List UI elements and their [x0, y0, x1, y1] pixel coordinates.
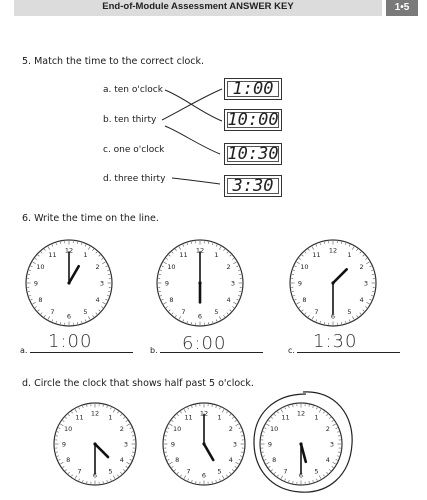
clock-center	[202, 442, 205, 445]
clock-numeral: 3	[363, 279, 369, 288]
clock-numeral: 8	[272, 456, 277, 464]
clock-numeral: 10	[64, 425, 73, 433]
clock-numeral: 6	[66, 312, 72, 321]
clock-numeral: 2	[359, 263, 364, 271]
clock-numeral: 9	[61, 440, 67, 449]
analog-clock-a	[24, 238, 114, 328]
clock-numeral: 6	[197, 312, 203, 321]
clock-numeral: 2	[226, 263, 231, 271]
clock-numeral: 11	[184, 413, 193, 422]
clock-numeral: 2	[228, 425, 233, 433]
clock-numeral: 1	[347, 250, 352, 259]
clock-center	[198, 281, 201, 284]
clock-numeral: 3	[99, 279, 105, 288]
clock-numeral: 1	[83, 250, 88, 259]
clock-numeral: 10	[36, 263, 45, 271]
clock-numeral: 9	[297, 279, 303, 288]
matching-lines	[0, 0, 427, 200]
analog-clock-d2	[161, 401, 247, 487]
digital-clock-3: 10:30	[224, 143, 282, 165]
answer-value-b: 6:00	[182, 333, 227, 354]
clock-numeral: 8	[38, 296, 43, 304]
clock-numeral: 9	[267, 440, 273, 449]
clock-numeral: 12	[64, 246, 74, 255]
clock-numeral: 1	[314, 413, 319, 422]
clock-numeral: 3	[232, 440, 238, 449]
clock-numeral: 6	[330, 312, 336, 321]
digital-clock-2: 10:00	[224, 109, 282, 131]
clock-numeral: 8	[302, 296, 307, 304]
clock-numeral: 12	[195, 246, 205, 255]
q5-item-b: b. ten thirty	[103, 115, 157, 125]
clock-numeral: 2	[119, 425, 124, 433]
clock-numeral: 11	[48, 250, 57, 259]
clock-numeral: 7	[283, 467, 288, 476]
answer-letter-c: c.	[288, 346, 295, 355]
clock-numeral: 5	[214, 308, 219, 317]
clock-numeral: 12	[90, 409, 100, 418]
digital-clock-4: 3:30	[224, 175, 282, 197]
clock-numeral: 6	[298, 471, 304, 480]
match-line-d	[172, 178, 220, 184]
clock-numeral: 4	[228, 456, 233, 464]
clock-numeral: 6	[201, 471, 207, 480]
clock-numeral: 11	[75, 413, 84, 422]
clock-numeral: 11	[179, 250, 188, 259]
clock-numeral: 2	[95, 263, 100, 271]
clock-numeral: 3	[230, 279, 236, 288]
lesson-badge: 1•5	[386, 0, 418, 16]
answer-line-a	[30, 352, 133, 353]
clock-numeral: 5	[108, 467, 113, 476]
clock-numeral: 1	[108, 413, 113, 422]
clock-numeral: 9	[170, 440, 176, 449]
answer-value-a: 1:00	[48, 331, 93, 352]
analog-clock-d1	[52, 401, 138, 487]
clock-numeral: 7	[181, 308, 186, 317]
clock-numeral: 10	[173, 425, 182, 433]
match-line-b	[165, 126, 220, 154]
clock-numeral: 1	[217, 413, 222, 422]
clock-numeral: 8	[175, 456, 180, 464]
clock-numeral: 5	[217, 467, 222, 476]
clock-numeral: 4	[119, 456, 124, 464]
clock-numeral: 10	[167, 263, 176, 271]
digital-clock-1: 1:00	[224, 78, 282, 100]
clock-numeral: 9	[164, 279, 170, 288]
clock-numeral: 2	[325, 425, 330, 433]
qd-prompt: d. Circle the clock that shows half past 5 o'clock.	[22, 378, 254, 389]
clock-center	[93, 442, 96, 445]
analog-clock-b	[155, 238, 245, 328]
clock-numeral: 3	[123, 440, 129, 449]
page-title: End-of-Module Assessment ANSWER KEY	[102, 1, 294, 12]
clock-numeral: 4	[226, 296, 231, 304]
clock-center	[331, 281, 334, 284]
clock-numeral: 7	[186, 467, 191, 476]
clock-numeral: 8	[169, 296, 174, 304]
answer-letter-a: a.	[20, 346, 28, 355]
clock-numeral: 7	[50, 308, 55, 317]
clock-center	[67, 281, 70, 284]
q5-item-c: c. one o'clock	[103, 145, 165, 155]
clock-numeral: 10	[270, 425, 279, 433]
clock-numeral: 12	[328, 246, 338, 255]
clock-numeral: 5	[83, 308, 88, 317]
answer-line-c	[297, 352, 400, 353]
answer-letter-b: b.	[150, 346, 158, 355]
clock-numeral: 11	[312, 250, 321, 259]
clock-numeral: 5	[347, 308, 352, 317]
answer-line-b	[160, 352, 263, 353]
clock-numeral: 7	[314, 308, 319, 317]
answer-value-c: 1:30	[313, 331, 358, 352]
clock-numeral: 12	[296, 409, 306, 418]
clock-numeral: 9	[33, 279, 39, 288]
clock-numeral: 11	[281, 413, 290, 422]
q6-prompt: 6. Write the time on the line.	[22, 213, 159, 224]
q5-prompt: 5. Match the time to the correct clock.	[22, 56, 205, 67]
answer-circle	[248, 386, 358, 498]
analog-clock-c	[288, 238, 378, 328]
clock-numeral: 5	[314, 467, 319, 476]
clock-numeral: 4	[95, 296, 100, 304]
clock-numeral: 8	[66, 456, 71, 464]
q5-item-d: d. three thirty	[103, 174, 166, 184]
clock-numeral: 7	[77, 467, 82, 476]
clock-numeral: 10	[300, 263, 309, 271]
match-line-a	[165, 90, 222, 121]
clock-numeral: 4	[359, 296, 364, 304]
q5-item-a: a. ten o'clock	[103, 85, 163, 95]
clock-numeral: 12	[199, 409, 209, 418]
clock-numeral: 3	[329, 440, 335, 449]
clock-numeral: 6	[92, 471, 98, 480]
clock-numeral: 4	[325, 456, 330, 464]
clock-numeral: 1	[214, 250, 219, 259]
